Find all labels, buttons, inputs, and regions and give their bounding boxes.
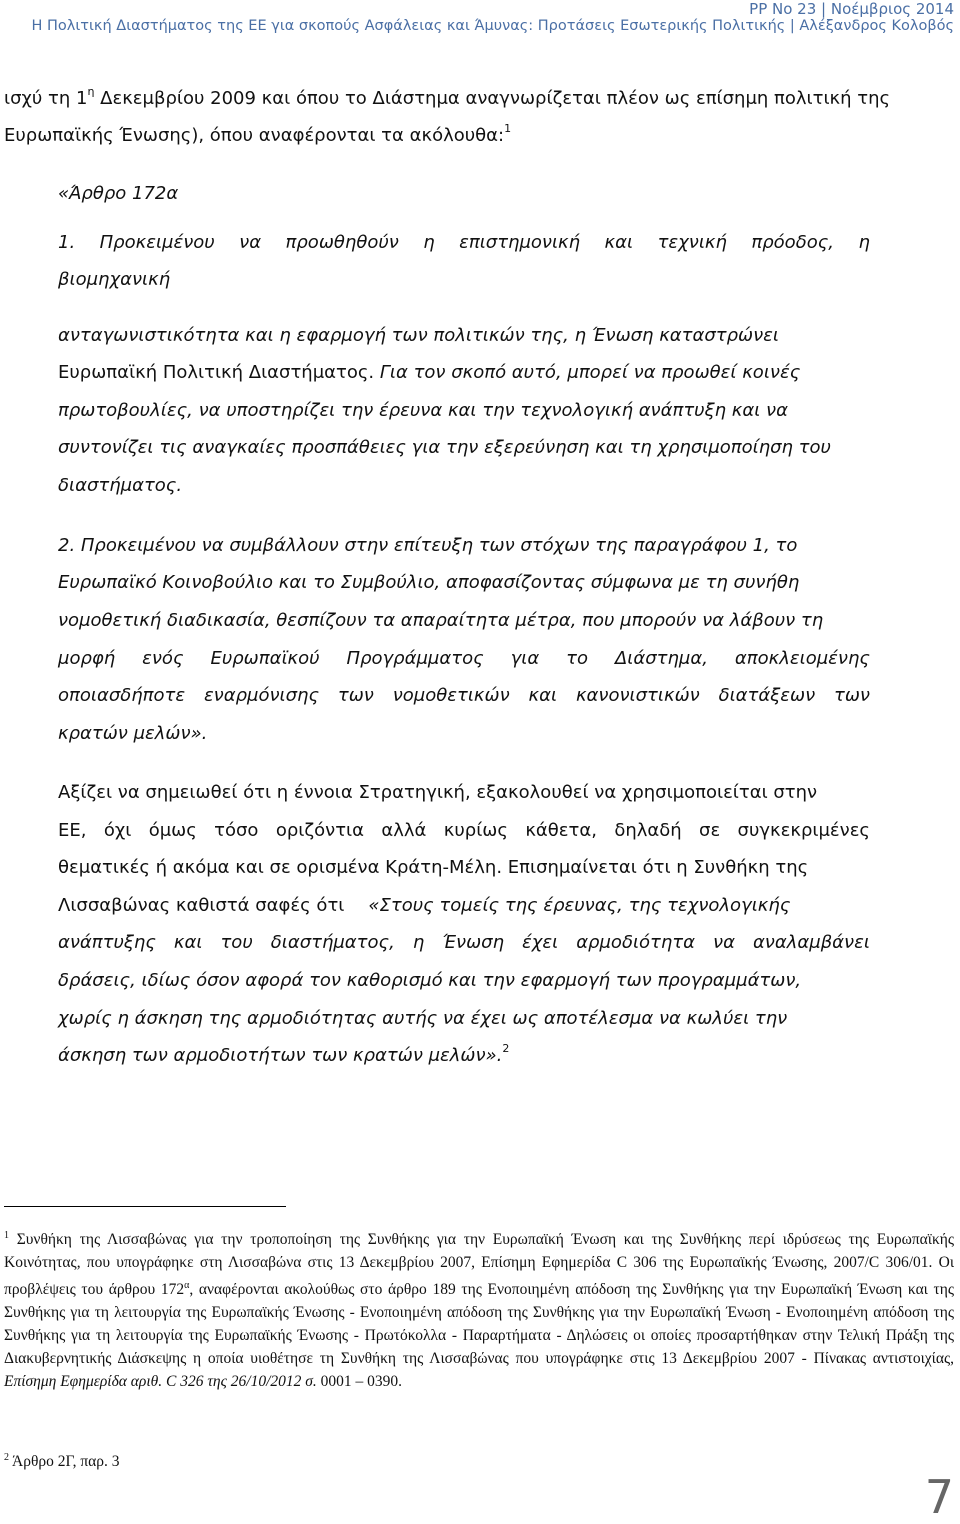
word: εναρμόνισης: [203, 685, 320, 706]
word: διατάξεων: [718, 685, 816, 706]
body-line: συντονίζει τις αναγκαίες προσπάθειες για την εξερεύνηση και τη χρησιμοποίηση του: [58, 437, 831, 458]
body-line: κρατών μελών».: [58, 723, 208, 744]
word: αλλά: [381, 820, 427, 841]
word: η: [858, 232, 870, 253]
body-line-justified: [58, 232, 870, 253]
word: διαστήματος,: [270, 932, 395, 953]
word: μορφή: [58, 648, 116, 669]
body-line: νομοθετική διαδικασία, θεσπίζουν τα απαραίτητα μέτρα, που μπορούν να λάβουν τη: [58, 610, 824, 631]
word: νομοθετικών: [392, 685, 510, 706]
article-heading: «Άρθρο 172α: [58, 183, 179, 204]
footnote-ref[interactable]: 2: [502, 1042, 510, 1055]
word: Ένωση: [442, 932, 504, 953]
body-line: χωρίς η άσκηση της αρμοδιότητας αυτής να έχει ως αποτέλεσμα να κωλύει την: [58, 1008, 788, 1029]
word: κάθετα,: [525, 820, 597, 841]
body-line: 2. Προκειμένου να συμβάλλουν στην επίτευξη των στόχων της παραγράφου 1, το: [58, 535, 798, 556]
word: να: [713, 932, 735, 953]
body-line-justified: [58, 932, 870, 953]
word: ΕΕ,: [58, 820, 87, 841]
word: πρόοδος,: [751, 232, 835, 253]
body-line: Ευρωπαϊκή Πολιτική Διαστήματος. Για τον σκοπό αυτό, μπορεί να προωθεί κοινές: [58, 362, 801, 383]
body-line: θεματικές ή ακόμα και σε ορισμένα Κράτη-Μέλη. Επισημαίνεται ότι η Συνθήκη της: [58, 857, 809, 878]
word: αναλαμβάνει: [752, 932, 870, 953]
footnote-1: $^1$ Συνθήκη της Λισσαβώνας για την τροποποίηση της Συνθήκης για την Ευρωπαϊκή Ένωση και της Συνθήκης περί ιδρύσεως της Ευρωπαϊκής Κοινότητας, που υπογράφηκε στη Λισσαβώνα στις 13 Δεκεμβρίου 2007, Επίσημη Εφημερίδα C 306 της Ευρωπαϊκής Ένωσης, 2007/C 306/01. Οι προβλέψεις του άρθρου $172^\alpha$, αναφέρονται ακολούθως στο άρθρο 189 της Ενοποιημένη απόδοση της Συνθήκης για την Ευρωπαϊκή Ένωση και της Συνθήκης για τη λειτουργία της Ευρωπαϊκής Ένωσης - Ενοποιημένη απόδοση της Συνθήκης για την Ευρωπαϊκή Ένωση - Ενοποιημένη απόδοση της Συνθήκης για τη λειτουργία της Ευρωπαϊκής Ένωσης - Πρωτόκολλα - Παραρτήματα - Δηλώσεις οι οποίες προσαρτήθηκαν στην Τελική Πράξη της Διακυβερνητικής Διάσκεψης η οποία υιοθέτησε τη Συνθήκη της Λισσαβώνας που υπογράφηκε στις 13 Δεκεμβρίου 2007 - Πίνακας αντιστοιχίας, Επίσημη Εφημερίδα αριθ. C 326 της 26/10/2012 σ. 0001 – 0390.: [4, 1230, 954, 1391]
word: 1.: [58, 232, 76, 253]
word: Διάστημα,: [614, 648, 708, 669]
word: των: [834, 685, 870, 706]
footnote-separator: [4, 1206, 286, 1207]
word: ανάπτυξης: [58, 932, 156, 953]
word: ενός: [142, 648, 184, 669]
word: δηλαδή: [614, 820, 682, 841]
word: το: [566, 648, 589, 669]
word: έχει: [521, 932, 559, 953]
body-line: Αξίζει να σημειωθεί ότι η έννοια Στρατηγική, εξακολουθεί να χρησιμοποιείται στην: [58, 782, 818, 803]
word: τόσο: [214, 820, 259, 841]
body-line: Ευρωπαϊκό Κοινοβούλιο και το Συμβούλιο, αποφασίζοντας σύμφωνα με τη συνήθη: [58, 572, 800, 593]
header-issue: PP No 23 | Νοέμβριος 2014: [749, 0, 954, 18]
word: κανονιστικών: [575, 685, 700, 706]
word: αρμοδιότητα: [576, 932, 696, 953]
word: συγκεκριμένες: [737, 820, 870, 841]
word: και: [528, 685, 558, 706]
body-line: Λισσαβώνας καθιστά σαφές ότι «Στους τομείς της έρευνας, της τεχνολογικής: [58, 895, 791, 916]
word: κυρίως: [443, 820, 508, 841]
body-line: Ευρωπαϊκής Ένωσης), όπου αναφέρονται τα ακόλουθα:$^1$: [4, 122, 512, 146]
word: Προγράμματος: [346, 648, 484, 669]
word: και: [604, 232, 634, 253]
body-line-justified: [58, 820, 870, 841]
word: προωθηθούν: [285, 232, 399, 253]
word: των: [337, 685, 374, 706]
word: επιστημονική: [459, 232, 581, 253]
word: η: [412, 932, 425, 953]
footnote-2: $^2$ Άρθρο 2Γ, παρ. 3: [4, 1452, 120, 1471]
word: για: [510, 648, 540, 669]
word: να: [239, 232, 262, 253]
word: όχι: [103, 820, 132, 841]
footnote-ref[interactable]: 1: [504, 122, 512, 135]
word: Προκειμένου: [99, 232, 215, 253]
word: σε: [699, 820, 721, 841]
body-line: διαστήματος.: [58, 475, 183, 496]
word: του: [220, 932, 253, 953]
body-line: ισχύ τη $1^\eta$ Δεκεμβρίου 2009 και όπου το Διάστημα αναγνωρίζεται πλέον ως επίσημη πολιτική της: [4, 85, 891, 109]
word: οριζόντια: [275, 820, 364, 841]
word: όμως: [148, 820, 197, 841]
page-number: 7: [924, 1470, 954, 1524]
word: η: [423, 232, 435, 253]
body-line: δράσεις, ιδίως όσον αφορά τον καθορισμό και την εφαρμογή των προγραμμάτων,: [58, 970, 802, 991]
body-line: άσκηση των αρμοδιοτήτων των κρατών μελών».$^2$: [58, 1042, 510, 1066]
word: Ευρωπαϊκού: [210, 648, 320, 669]
word: αποκλειομένης: [734, 648, 870, 669]
body-line-justified: [58, 648, 870, 669]
header-title: Η Πολιτική Διαστήματος της ΕΕ για σκοπούς Ασφάλειας και Άμυνας: Προτάσεις Εσωτερικής Πολιτικής | Αλέξανδρος Κολοβός: [31, 18, 954, 34]
body-line: πρωτοβουλίες, να υποστηρίζει την έρευνα και την τεχνολογική ανάπτυξη και να: [58, 400, 788, 421]
body-line: βιομηχανική: [58, 269, 171, 290]
word: και: [173, 932, 203, 953]
word: οποιασδήποτε: [58, 685, 186, 706]
body-line-justified: [58, 685, 870, 706]
word: τεχνική: [657, 232, 727, 253]
body-line: ανταγωνιστικότητα και η εφαρμογή των πολιτικών της, η Ένωση καταστρώνει: [58, 325, 779, 346]
